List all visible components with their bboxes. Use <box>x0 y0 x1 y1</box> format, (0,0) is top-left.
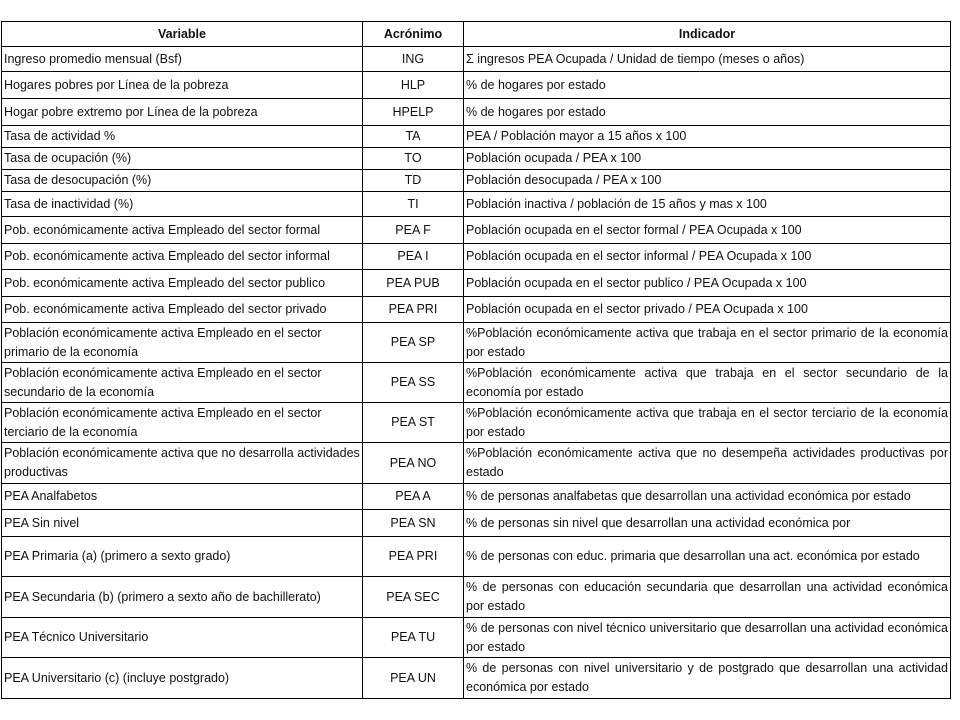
indicador-cell: Población inactiva / población de 15 años y mas x 100 <box>464 192 951 217</box>
variable-cell: Tasa de desocupación (%) <box>2 170 363 192</box>
indicador-cell: Población desocupada / PEA x 100 <box>464 170 951 192</box>
indicador-cell: % de personas con nivel universitario y de postgrado que desarrollan una actividad económica por estado <box>464 658 951 699</box>
variable-cell: Pob. económicamente activa Empleado del sector formal <box>2 217 363 244</box>
variable-cell: PEA Secundaria (b) (primero a sexto año de bachillerato) <box>2 577 363 618</box>
table-row <box>2 403 951 443</box>
indicador-cell: % de personas con educación secundaria que desarrollan una actividad económica por estado <box>464 577 951 618</box>
acronimo-cell: ING <box>363 47 464 72</box>
acronimo-cell: HPELP <box>363 99 464 126</box>
acronimo-cell: PEA F <box>363 217 464 244</box>
indicador-cell: PEA / Población mayor a 15 años x 100 <box>464 126 951 148</box>
acronimo-cell: TO <box>363 148 464 170</box>
variable-cell: Tasa de ocupación (%) <box>2 148 363 170</box>
acronimo-cell: TD <box>363 170 464 192</box>
header-variable: Variable <box>2 22 363 47</box>
variable-cell: PEA Universitario (c) (incluye postgrado) <box>2 658 363 699</box>
acronimo-cell: PEA SN <box>363 510 464 537</box>
table-row <box>2 192 951 217</box>
acronimo-cell: TA <box>363 126 464 148</box>
acronimo-cell: PEA SS <box>363 363 464 403</box>
indicador-cell: %Población económicamente activa que no desempeña actividades productivas por estado <box>464 443 951 484</box>
table-row <box>2 658 951 699</box>
table-row <box>2 270 951 297</box>
indicador-cell: %Población económicamente activa que trabaja en el sector terciario de la economía por estado <box>464 403 951 443</box>
indicador-cell: % de hogares por estado <box>464 72 951 99</box>
acronimo-cell: PEA UN <box>363 658 464 699</box>
table-row <box>2 217 951 244</box>
table-row <box>2 72 951 99</box>
variable-cell: PEA Analfabetos <box>2 484 363 510</box>
header-acronimo: Acrónimo <box>363 22 464 47</box>
indicators-table <box>1 21 951 699</box>
table-row <box>2 170 951 192</box>
table-row <box>2 443 951 484</box>
table-row <box>2 577 951 618</box>
acronimo-cell: PEA SP <box>363 323 464 363</box>
header-row <box>2 22 951 47</box>
table-row <box>2 244 951 270</box>
table-row <box>2 99 951 126</box>
table-row <box>2 510 951 537</box>
acronimo-cell: PEA NO <box>363 443 464 484</box>
variable-cell: Hogares pobres por Línea de la pobreza <box>2 72 363 99</box>
indicador-cell: % de personas analfabetas que desarrollan una actividad económica por estado <box>464 484 951 510</box>
indicador-cell: % de personas sin nivel que desarrollan una actividad económica por <box>464 510 951 537</box>
variable-cell: PEA Técnico Universitario <box>2 618 363 658</box>
indicador-cell: Población ocupada en el sector informal / PEA Ocupada x 100 <box>464 244 951 270</box>
variable-cell: Pob. económicamente activa Empleado del sector privado <box>2 297 363 323</box>
variable-cell: Población económicamente activa Empleado en el sector primario de la economía <box>2 323 363 363</box>
indicador-cell: %Población económicamente activa que trabaja en el sector secundario de la economía por estado <box>464 363 951 403</box>
acronimo-cell: PEA ST <box>363 403 464 443</box>
acronimo-cell: PEA PRI <box>363 537 464 577</box>
table-row <box>2 618 951 658</box>
variable-cell: Pob. económicamente activa Empleado del sector informal <box>2 244 363 270</box>
table-row <box>2 148 951 170</box>
table-row <box>2 484 951 510</box>
variable-cell: Pob. económicamente activa Empleado del sector publico <box>2 270 363 297</box>
acronimo-cell: HLP <box>363 72 464 99</box>
variable-cell: Ingreso promedio mensual (Bsf) <box>2 47 363 72</box>
indicador-cell: Población ocupada en el sector formal / PEA Ocupada x 100 <box>464 217 951 244</box>
header-indicador: Indicador <box>464 22 951 47</box>
table-row <box>2 363 951 403</box>
indicador-cell: Σ ingresos PEA Ocupada / Unidad de tiempo (meses o años) <box>464 47 951 72</box>
indicador-cell: Población ocupada / PEA x 100 <box>464 148 951 170</box>
variable-cell: PEA Primaria (a) (primero a sexto grado) <box>2 537 363 577</box>
variable-cell: Población económicamente activa Empleado en el sector terciario de la economía <box>2 403 363 443</box>
indicador-cell: % de personas con nivel técnico universitario que desarrollan una actividad económica por estado <box>464 618 951 658</box>
acronimo-cell: PEA PUB <box>363 270 464 297</box>
acronimo-cell: PEA PRI <box>363 297 464 323</box>
indicador-cell: Población ocupada en el sector privado / PEA Ocupada x 100 <box>464 297 951 323</box>
variable-cell: Tasa de actividad % <box>2 126 363 148</box>
table-row <box>2 537 951 577</box>
variable-cell: PEA Sin nivel <box>2 510 363 537</box>
acronimo-cell: PEA A <box>363 484 464 510</box>
table-row <box>2 297 951 323</box>
acronimo-cell: PEA I <box>363 244 464 270</box>
indicador-cell: %Población económicamente activa que trabaja en el sector primario de la economía por estado <box>464 323 951 363</box>
variable-cell: Población económicamente activa Empleado en el sector secundario de la economía <box>2 363 363 403</box>
indicador-cell: Población ocupada en el sector publico / PEA Ocupada x 100 <box>464 270 951 297</box>
table-body <box>2 47 951 699</box>
table-row <box>2 323 951 363</box>
variable-cell: Tasa de inactividad (%) <box>2 192 363 217</box>
acronimo-cell: TI <box>363 192 464 217</box>
acronimo-cell: PEA SEC <box>363 577 464 618</box>
acronimo-cell: PEA TU <box>363 618 464 658</box>
table-row <box>2 47 951 72</box>
table-row <box>2 126 951 148</box>
variable-cell: Población económicamente activa que no desarrolla actividades productivas <box>2 443 363 484</box>
variable-cell: Hogar pobre extremo por Línea de la pobreza <box>2 99 363 126</box>
indicador-cell: % de personas con educ. primaria que desarrollan una act. económica por estado <box>464 537 951 577</box>
indicador-cell: % de hogares por estado <box>464 99 951 126</box>
